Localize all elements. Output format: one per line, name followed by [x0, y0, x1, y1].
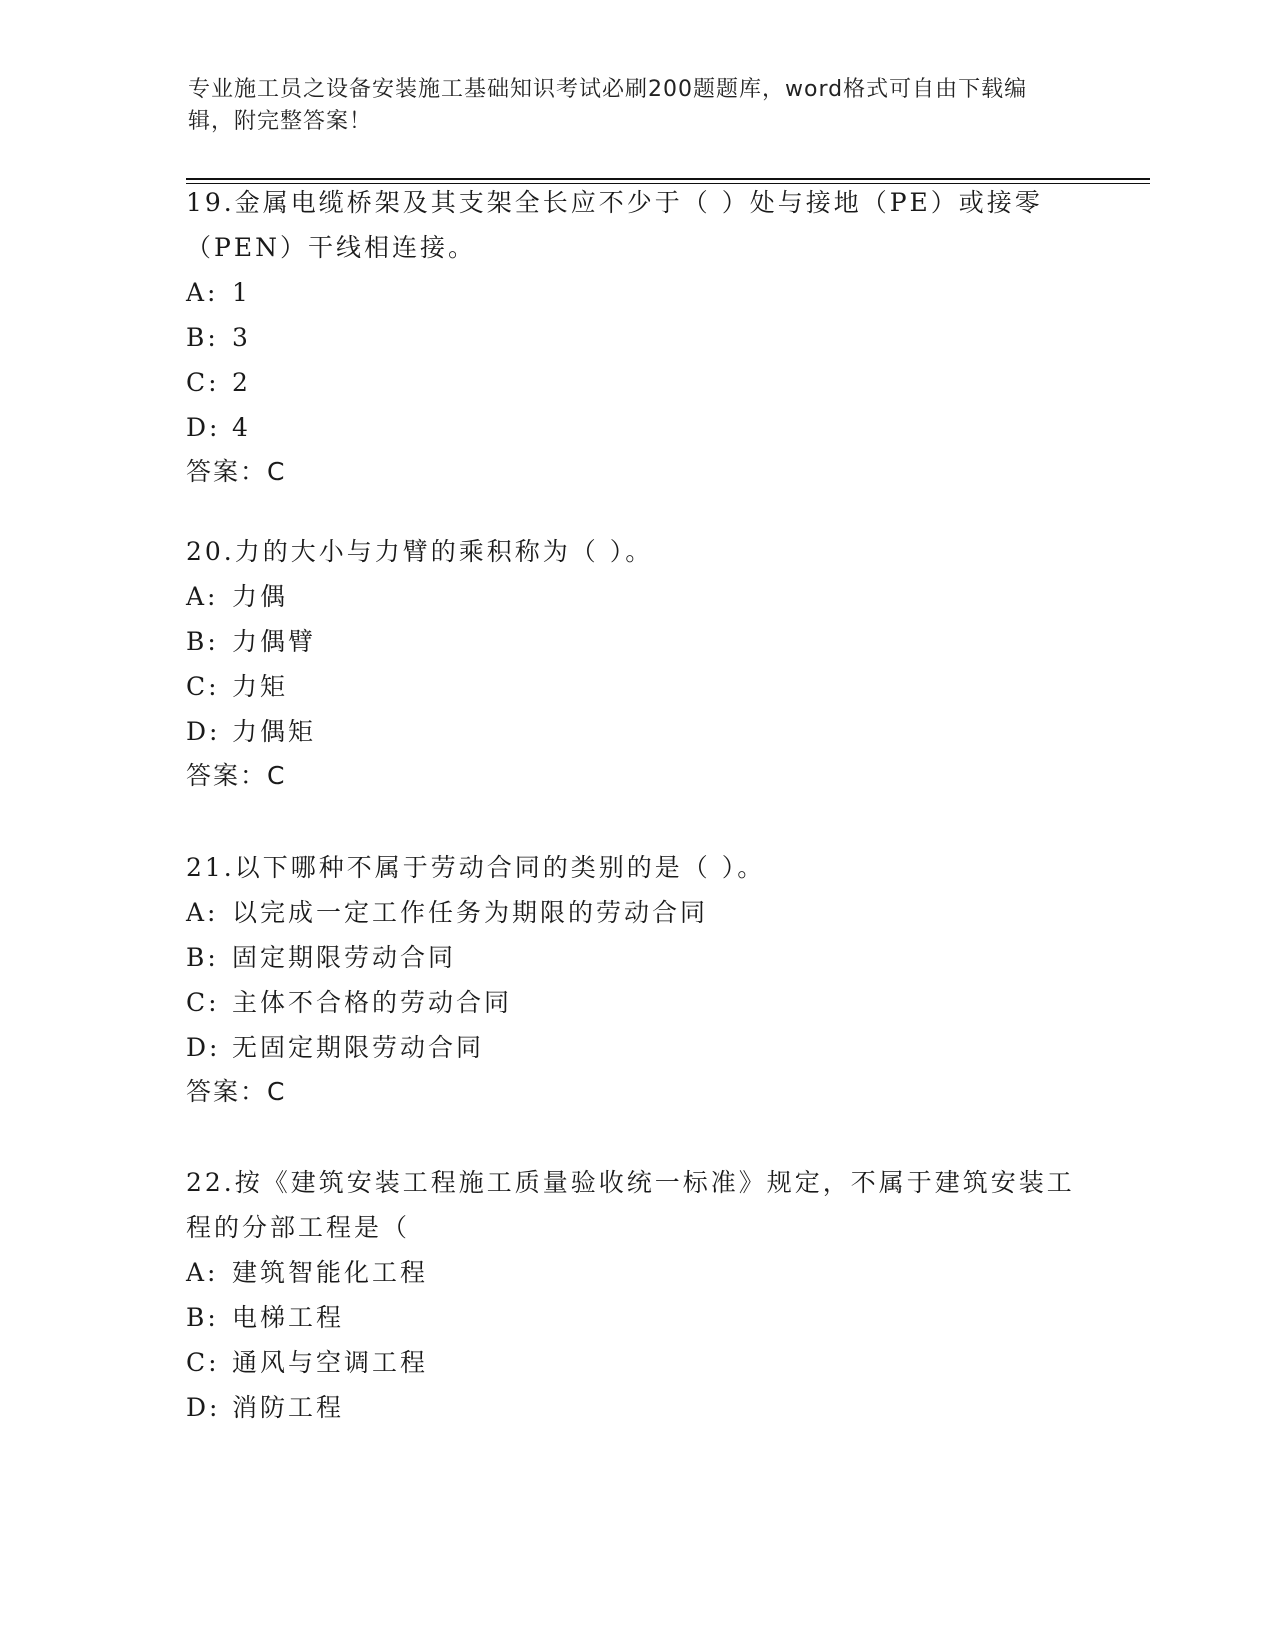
option-label: A: [186, 582, 219, 611]
answer: 答案：C [186, 1077, 287, 1106]
option-c [186, 1340, 1086, 1385]
option-label: B: [186, 627, 219, 656]
option-label: C: [186, 368, 220, 397]
option-label: C: [186, 1348, 220, 1377]
option-label: A: [186, 898, 219, 927]
option-d [186, 709, 1086, 754]
option-text: 力偶 [232, 582, 289, 611]
option-label: C: [186, 672, 220, 701]
option-d [186, 1385, 1086, 1430]
option-text: 力偶臂 [232, 627, 317, 656]
question-text: 21.以下哪种不属于劳动合同的类别的是（ ）。 [186, 853, 766, 882]
option-label: A: [186, 1258, 219, 1287]
option-text: 2 [232, 368, 251, 397]
option-label: B: [186, 943, 219, 972]
option-text: 力偶矩 [232, 717, 317, 746]
option-label: D: [186, 717, 221, 746]
option-label: A: [186, 278, 219, 307]
option-text: 力矩 [232, 672, 289, 701]
option-b [186, 315, 1086, 360]
option-b [186, 935, 1086, 980]
option-c [186, 980, 1086, 1025]
option-text: 4 [232, 413, 251, 442]
option-label: D: [186, 1393, 221, 1422]
option-c [186, 360, 1086, 405]
option-label: D: [186, 413, 221, 442]
option-text: 建筑智能化工程 [232, 1258, 429, 1287]
question-22 [186, 1160, 1086, 1430]
question-21 [186, 845, 1086, 1114]
option-text: 通风与空调工程 [232, 1348, 429, 1377]
option-text: 固定期限劳动合同 [232, 943, 457, 972]
option-label: D: [186, 1033, 221, 1062]
option-b [186, 1295, 1086, 1340]
question-text: 20.力的大小与力臂的乘积称为（ ）。 [186, 537, 654, 566]
option-text: 无固定期限劳动合同 [232, 1033, 485, 1062]
option-c [186, 664, 1086, 709]
option-text: 消防工程 [232, 1393, 345, 1422]
question-20 [186, 529, 1086, 798]
question-text: 22.按《建筑安装工程施工质量验收统一标准》规定，不属于建筑安装工程的分部工程是（ [186, 1168, 1075, 1242]
option-label: B: [186, 323, 219, 352]
option-a [186, 270, 1086, 315]
answer: 答案：C [186, 457, 287, 486]
answer: 答案：C [186, 761, 287, 790]
option-text: 1 [232, 278, 251, 307]
option-a [186, 890, 1086, 935]
question-19 [186, 180, 1086, 494]
option-a [186, 574, 1086, 619]
option-label: C: [186, 988, 220, 1017]
option-text: 电梯工程 [232, 1303, 345, 1332]
option-b [186, 619, 1086, 664]
option-d [186, 405, 1086, 450]
document-header: 专业施工员之设备安装施工基础知识考试必刷200题题库，word格式可自由下载编辑，附完整答案！ [188, 77, 1028, 134]
option-label: B: [186, 1303, 219, 1332]
option-a [186, 1250, 1086, 1295]
option-d [186, 1025, 1086, 1070]
option-text: 主体不合格的劳动合同 [232, 988, 513, 1017]
option-text: 3 [232, 323, 251, 352]
option-text: 以完成一定工作任务为期限的劳动合同 [232, 898, 709, 927]
question-text: 19.金属电缆桥架及其支架全长应不少于（ ）处与接地（PE）或接零（PEN）干线相连接。 [186, 188, 1043, 262]
